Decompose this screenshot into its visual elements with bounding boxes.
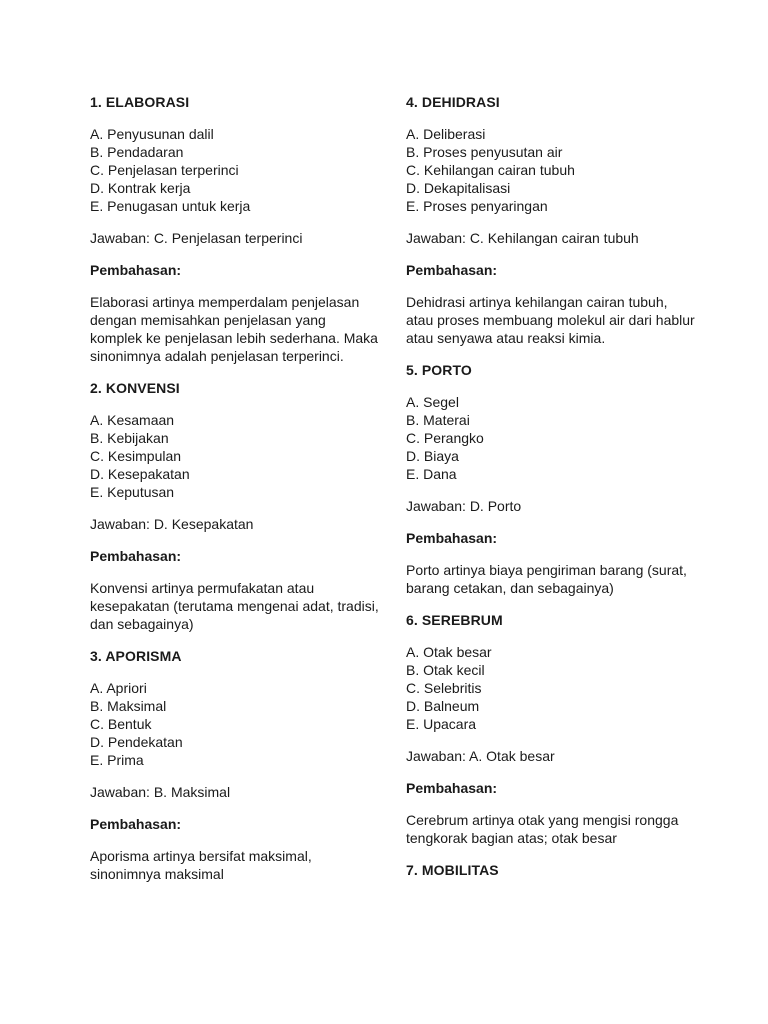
option-c: C. Kesimpulan (90, 448, 182, 464)
option-c: C. Kehilangan cairan tubuh (406, 162, 575, 178)
option-c: C. Selebritis (406, 680, 482, 696)
option-a: A. Apriori (90, 680, 147, 696)
option-d: D. Biaya (406, 448, 459, 464)
question-7 (406, 861, 696, 879)
option-b: B. Maksimal (90, 698, 167, 714)
option-b: B. Materai (406, 412, 470, 428)
left-column (90, 93, 380, 897)
question-title: 1. ELABORASI (90, 94, 190, 110)
option-e: E. Proses penyaringan (406, 198, 548, 214)
options-list (90, 411, 380, 501)
question-2 (90, 379, 380, 633)
discussion-text: Dehidrasi artinya kehilangan cairan tubuh, atau proses membuang molekul air dari hablur atau senyawa atau reaksi kimia. (406, 294, 695, 346)
answer-text: Jawaban: D. Porto (406, 498, 522, 514)
question-3 (90, 647, 380, 883)
discussion-label: Pembahasan: (90, 816, 182, 832)
option-b: B. Otak kecil (406, 662, 485, 678)
answer-text: Jawaban: C. Penjelasan terperinci (90, 230, 303, 246)
question-title: 7. MOBILITAS (406, 862, 499, 878)
options-list (90, 679, 380, 769)
discussion-label: Pembahasan: (90, 262, 182, 278)
option-e: E. Prima (90, 752, 144, 768)
answer-text: Jawaban: A. Otak besar (406, 748, 555, 764)
option-a: A. Segel (406, 394, 459, 410)
option-a: A. Otak besar (406, 644, 492, 660)
option-c: C. Penjelasan terperinci (90, 162, 239, 178)
option-e: E. Keputusan (90, 484, 175, 500)
discussion-label: Pembahasan: (90, 548, 182, 564)
discussion-label: Pembahasan: (406, 262, 498, 278)
option-d: D. Balneum (406, 698, 480, 714)
options-list (406, 393, 696, 483)
option-d: D. Pendekatan (90, 734, 183, 750)
discussion-text: Porto artinya biaya pengiriman barang (surat, barang cetakan, dan sebagainya) (406, 562, 687, 596)
discussion-text: Elaborasi artinya memperdalam penjelasan dengan memisahkan penjelasan yang komplek ke penjelasan lebih sederhana. Maka sinonimnya adalah penjelasan terperinci. (90, 294, 378, 364)
discussion-label: Pembahasan: (406, 530, 498, 546)
option-e: E. Dana (406, 466, 457, 482)
answer-text: Jawaban: C. Kehilangan cairan tubuh (406, 230, 639, 246)
right-column (406, 93, 696, 893)
options-list (406, 643, 696, 733)
option-b: B. Pendadaran (90, 144, 184, 160)
option-b: B. Proses penyusutan air (406, 144, 563, 160)
question-title: 3. APORISMA (90, 648, 182, 664)
discussion-text: Cerebrum artinya otak yang mengisi rongga tengkorak bagian atas; otak besar (406, 812, 679, 846)
option-e: E. Upacara (406, 716, 477, 732)
option-d: D. Kesepakatan (90, 466, 190, 482)
option-d: D. Kontrak kerja (90, 180, 191, 196)
question-title: 6. SEREBRUM (406, 612, 503, 628)
option-a: A. Kesamaan (90, 412, 175, 428)
question-4 (406, 93, 696, 347)
option-d: D. Dekapitalisasi (406, 180, 511, 196)
option-b: B. Kebijakan (90, 430, 169, 446)
option-c: C. Bentuk (90, 716, 152, 732)
options-list (406, 125, 696, 215)
question-1 (90, 93, 380, 365)
option-a: A. Penyusunan dalil (90, 126, 214, 142)
discussion-text: Konvensi artinya permufakatan atau kesepakatan (terutama mengenai adat, tradisi, dan sebagainya) (90, 580, 379, 632)
question-title: 5. PORTO (406, 362, 472, 378)
options-list (90, 125, 380, 215)
option-e: E. Penugasan untuk kerja (90, 198, 251, 214)
question-6 (406, 611, 696, 847)
option-a: A. Deliberasi (406, 126, 486, 142)
question-title: 2. KONVENSI (90, 380, 180, 396)
discussion-label: Pembahasan: (406, 780, 498, 796)
option-c: C. Perangko (406, 430, 484, 446)
discussion-text: Aporisma artinya bersifat maksimal, sinonimnya maksimal (90, 848, 312, 882)
question-5 (406, 361, 696, 597)
question-title: 4. DEHIDRASI (406, 94, 500, 110)
answer-text: Jawaban: D. Kesepakatan (90, 516, 254, 532)
answer-text: Jawaban: B. Maksimal (90, 784, 231, 800)
